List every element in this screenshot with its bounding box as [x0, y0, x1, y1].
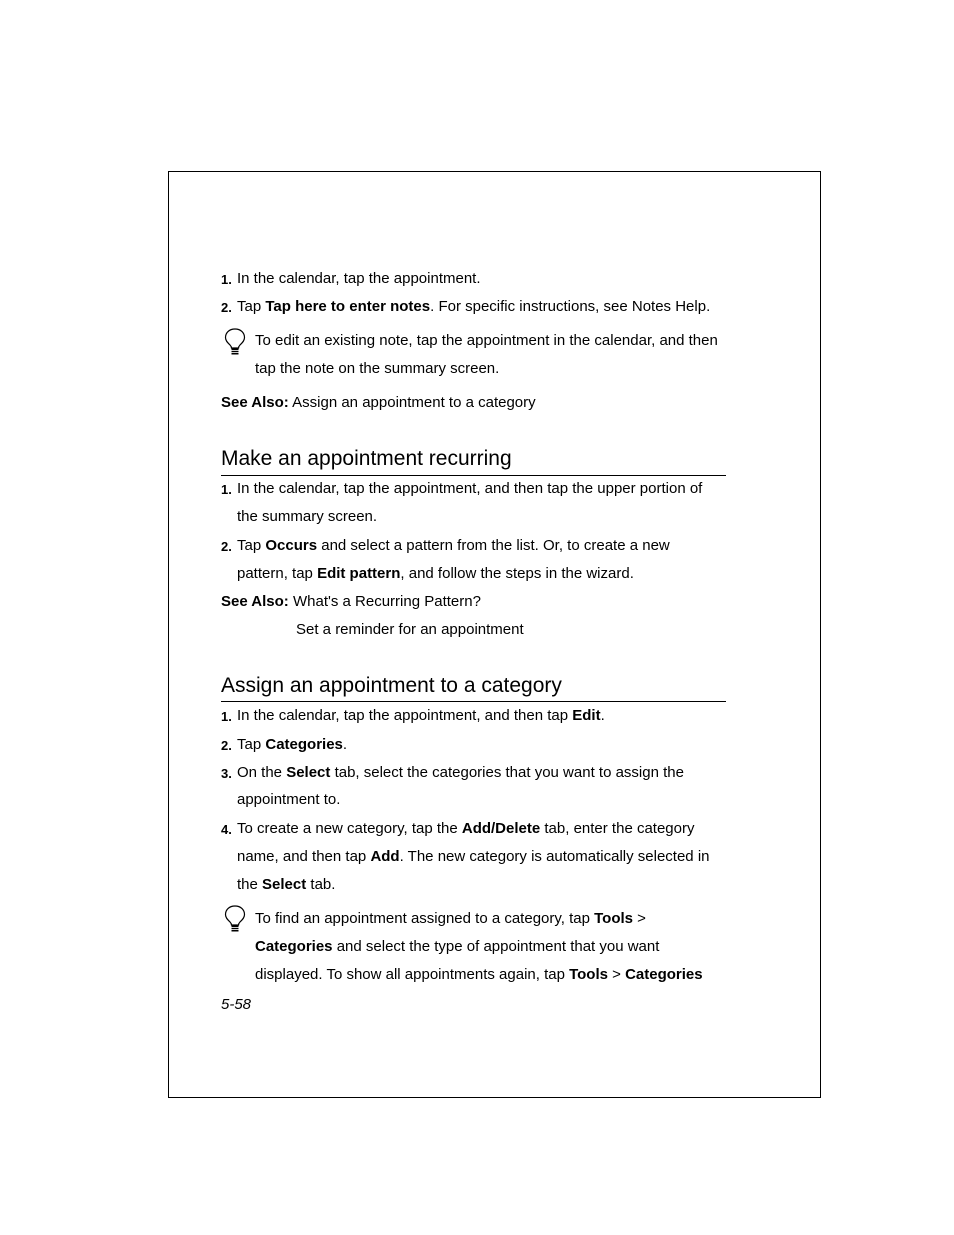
see-also-link[interactable]: Set a reminder for an appointment — [296, 621, 524, 638]
step-text: Tap Categories. — [237, 736, 348, 753]
section-heading: Assign an appointment to a category — [221, 674, 562, 697]
step-text: In the calendar, tap the appointment, and then tap Edit. — [237, 707, 605, 724]
see-also-link[interactable]: What's a Recurring Pattern? — [288, 593, 481, 610]
step-text: name, and then tap Add. The new category is automatically selected in — [237, 848, 710, 865]
tip-text: displayed. To show all appointments again, tap Tools > Categories — [255, 966, 703, 983]
heading-rule — [221, 701, 726, 702]
section-heading: Make an appointment recurring — [221, 447, 512, 470]
see-also: See Also: Assign an appointment to a category — [221, 394, 536, 411]
step-text: On the Select tab, select the categories that you want to assign the — [237, 764, 684, 781]
page-number: 5-58 — [221, 996, 252, 1013]
step-text: the Select tab. — [237, 876, 336, 893]
tip-text: To edit an existing note, tap the appointment in the calendar, and then — [255, 332, 718, 349]
step-number: 1. — [221, 272, 232, 287]
tip-text: Categories and select the type of appointment that you want — [255, 938, 660, 955]
tip-text: To find an appointment assigned to a category, tap Tools > — [255, 910, 646, 927]
step-number: 2. — [221, 300, 232, 315]
tip-text: tap the note on the summary screen. — [255, 360, 500, 377]
step-text: pattern, tap Edit pattern, and follow the steps in the wizard. — [237, 565, 634, 582]
step-text: In the calendar, tap the appointment, and then tap the upper portion of — [237, 480, 703, 497]
step-number: 2. — [221, 539, 232, 554]
step-text: appointment to. — [237, 791, 341, 808]
lightbulb-icon — [224, 905, 246, 933]
see-also-link[interactable]: Assign an appointment to a category — [288, 394, 536, 411]
see-also: See Also: What's a Recurring Pattern? — [221, 593, 481, 610]
lightbulb-icon — [224, 328, 246, 356]
step-text: Tap Tap here to enter notes. For specific instructions, see Notes Help. — [237, 298, 711, 315]
step-text: the summary screen. — [237, 508, 378, 525]
step-number: 1. — [221, 709, 232, 724]
step-text: Tap Occurs and select a pattern from the list. Or, to create a new — [237, 537, 670, 554]
step-number: 2. — [221, 738, 232, 753]
step-text: In the calendar, tap the appointment. — [237, 270, 481, 287]
step-number: 4. — [221, 822, 232, 837]
step-number: 3. — [221, 766, 232, 781]
step-text: To create a new category, tap the Add/Delete tab, enter the category — [237, 820, 695, 837]
step-number: 1. — [221, 482, 232, 497]
heading-rule — [221, 475, 726, 476]
